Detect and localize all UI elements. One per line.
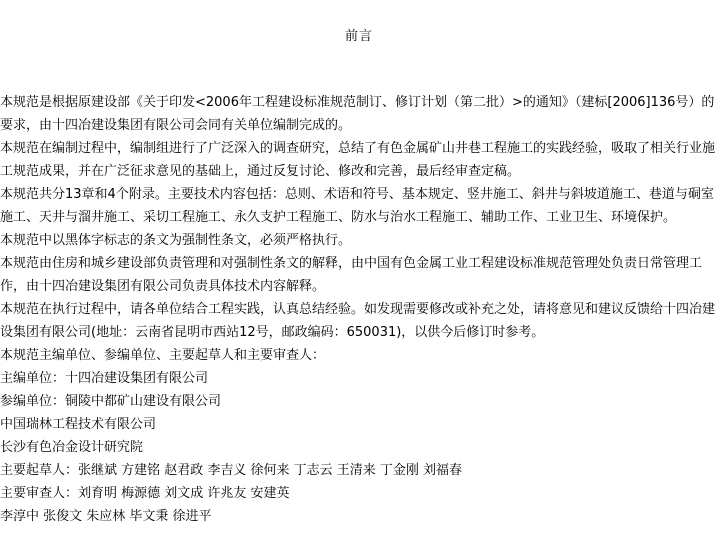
paragraph-feedback: 本规范在执行过程中，请各单位结合工程实践，认真总结经验。如发现需要修改或补充之处，请将意见和建议反馈给十四冶建设集团有限公司(地址：云南省昆明市西站12号，邮政编码：650031)，以供今后修订时参考。: [0, 302, 716, 340]
paragraph-chief-unit: 主编单位：十四冶建设集团有限公司: [0, 371, 209, 386]
paragraph-participating-unit: 参编单位：铜陵中都矿山建设有限公司: [0, 394, 222, 409]
paragraph-reviewers-cont: 李淳中 张俊文 朱应林 毕文秉 徐进平: [0, 509, 212, 524]
paragraph-participating-unit-3: 长沙有色冶金设计研究院: [0, 440, 144, 455]
paragraph-participating-unit-2: 中国瑞林工程技术有限公司: [0, 417, 157, 432]
paragraph-contents: 本规范共分13章和4个附录。主要技术内容包括：总则、术语和符号、基本规定、竖井施工、斜井与斜坡道施工、巷道与硐室施工、天井与溜井施工、采切工程施工、永久支护工程施工、防水与治水工程施工、辅助工作、工业卫生、环境保护。: [0, 187, 714, 225]
paragraph-basis: 本规范是根据原建设部《关于印发<2006年工程建设标准规范制订、修订计划（第二批）>的通知》（建标[2006]136号）的要求，由十四冶建设集团有限公司会同有关单位编制完成的。: [0, 95, 715, 133]
paragraph-contributors-intro: 本规范主编单位、参编单位、主要起草人和主要审查人：: [0, 348, 326, 363]
paragraph-mandatory-provisions: 本规范中以黑体字标志的条文为强制性条文，必须严格执行。: [0, 233, 352, 248]
page-title: 前言: [344, 29, 373, 44]
paragraph-management: 本规范由住房和城乡建设部负责管理和对强制性条文的解释，由中国有色金属工业工程建设标准规范管理处负责日常管理工作，由十四冶建设集团有限公司负责具体技术内容解释。: [0, 256, 703, 294]
document-body: [0, 91, 716, 528]
paragraph-drafters: 主要起草人：张继斌 方建铭 赵君政 李吉义 徐何来 丁志云 王清来 丁金刚 刘福春: [0, 463, 463, 478]
paragraph-reviewers: 主要审查人：刘育明 梅源德 刘文成 许兆友 安建英: [0, 486, 290, 501]
paragraph-compilation-process: 本规范在编制过程中，编制组进行了广泛深入的调查研究，总结了有色金属矿山井巷工程施工的实践经验，吸取了相关行业施工规范成果，并在广泛征求意见的基础上，通过反复讨论、修改和完善，最后经审查定稿。: [0, 141, 716, 179]
